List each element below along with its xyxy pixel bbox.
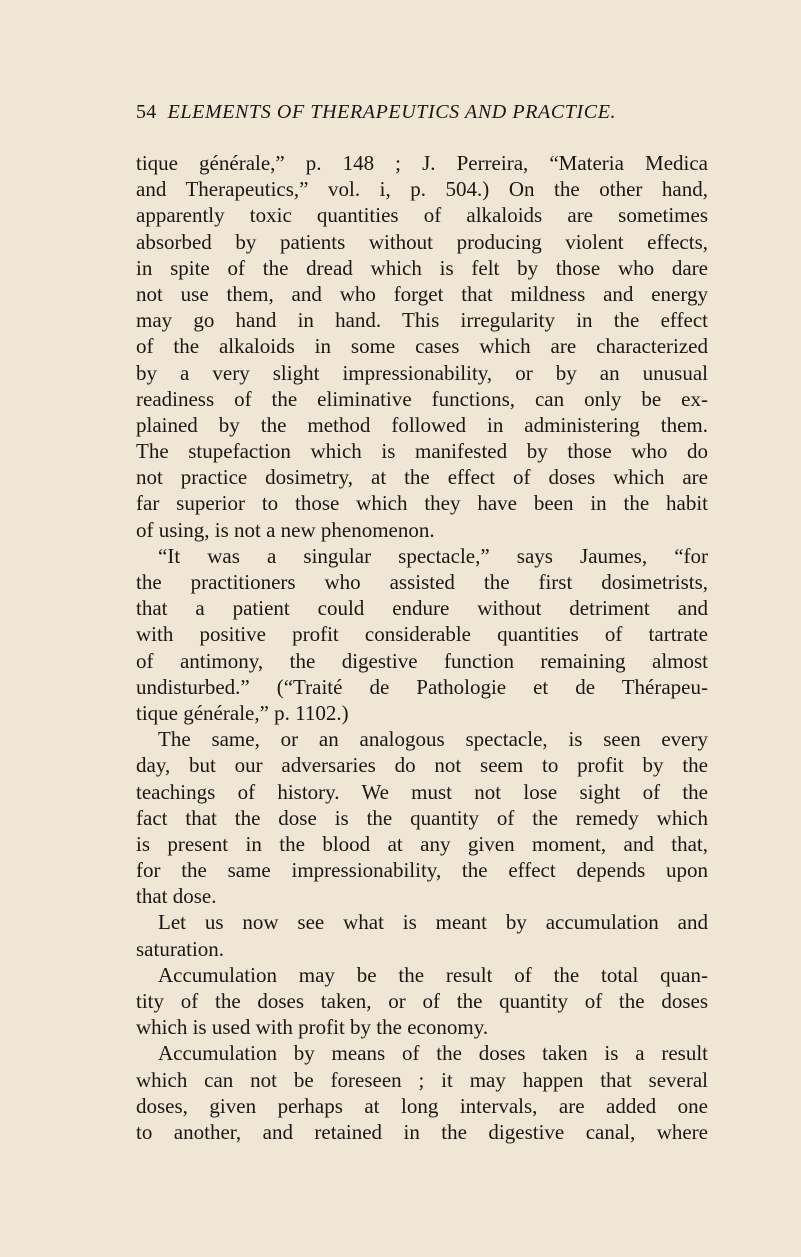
text-line: of the alkaloids in some cases which are characterized [136,334,708,359]
text-line: and Therapeutics,” vol. i, p. 504.) On the other hand, [136,177,708,202]
text-line: saturation. [136,936,225,961]
running-title: ELEMENTS OF THERAPEUTICS AND PRACTICE. [167,101,617,123]
text-line: teachings of history. We must not lose sight of the [136,779,708,804]
text-line: Accumulation may be the result of the total quan- [158,962,708,987]
text-line: tity of the doses taken, or of the quantity of the doses [136,989,708,1013]
text-line: by a very slight impressionability, or by an unusual [136,360,708,385]
text-line: doses, given perhaps at long intervals, are added one [136,1093,708,1118]
text-line: fact that the dose is the quantity of the remedy which [136,805,708,830]
text-line: day, but our adversaries do not seem to profit by the [136,753,708,778]
text-line: that a patient could endure without detriment and [136,596,708,621]
text-line: far superior to those which they have been in the habit [136,491,708,516]
text-line: may go hand in hand. This irregularity in the effect [136,308,708,333]
text-line: tique générale,” p. 1102.) [136,700,349,725]
body-text [136,150,708,1145]
text-line: “It was a singular spectacle,” says Jaumes, “for [158,543,708,568]
text-line: of antimony, the digestive function remaining almost [136,648,708,673]
text-line: that dose. [136,884,217,909]
page-number: 54 [136,101,157,123]
text-line: undisturbed.” (“Traité de Pathologie et de Thérapeu- [136,674,708,699]
running-header [136,100,696,124]
text-line: of using, is not a new phenomenon. [136,517,435,542]
text-line: with positive profit considerable quantities of tartrate [136,622,708,647]
text-line: plained by the method followed in administering them. [136,412,708,437]
text-line: which is used with profit by the economy. [136,1015,489,1040]
text-line: is present in the blood at any given moment, and that, [136,831,708,856]
text-line: which can not be foreseen ; it may happen that several [136,1067,708,1092]
text-line: The stupefaction which is manifested by those who do [136,439,708,464]
text-line: Let us now see what is meant by accumulation and [158,910,708,935]
text-line: readiness of the eliminative functions, can only be ex- [136,386,708,411]
text-line: not practice dosimetry, at the effect of doses which are [136,465,708,490]
text-line: in spite of the dread which is felt by those who dare [136,255,708,280]
text-line: absorbed by patients without producing violent effects, [136,229,708,254]
text-line: tique générale,” p. 148 ; J. Perreira, “Materia Medica [136,151,708,175]
text-line: the practitioners who assisted the first dosimetrists, [136,570,708,594]
text-line: apparently toxic quantities of alkaloids are sometimes [136,203,708,228]
text-line: The same, or an analogous spectacle, is seen every [158,727,708,752]
text-line: for the same impressionability, the effect depends upon [136,858,708,883]
text-line: not use them, and who forget that mildness and energy [136,281,708,306]
text-line: Accumulation by means of the doses taken is a result [158,1041,708,1066]
text-line: to another, and retained in the digestive canal, where [136,1119,708,1144]
